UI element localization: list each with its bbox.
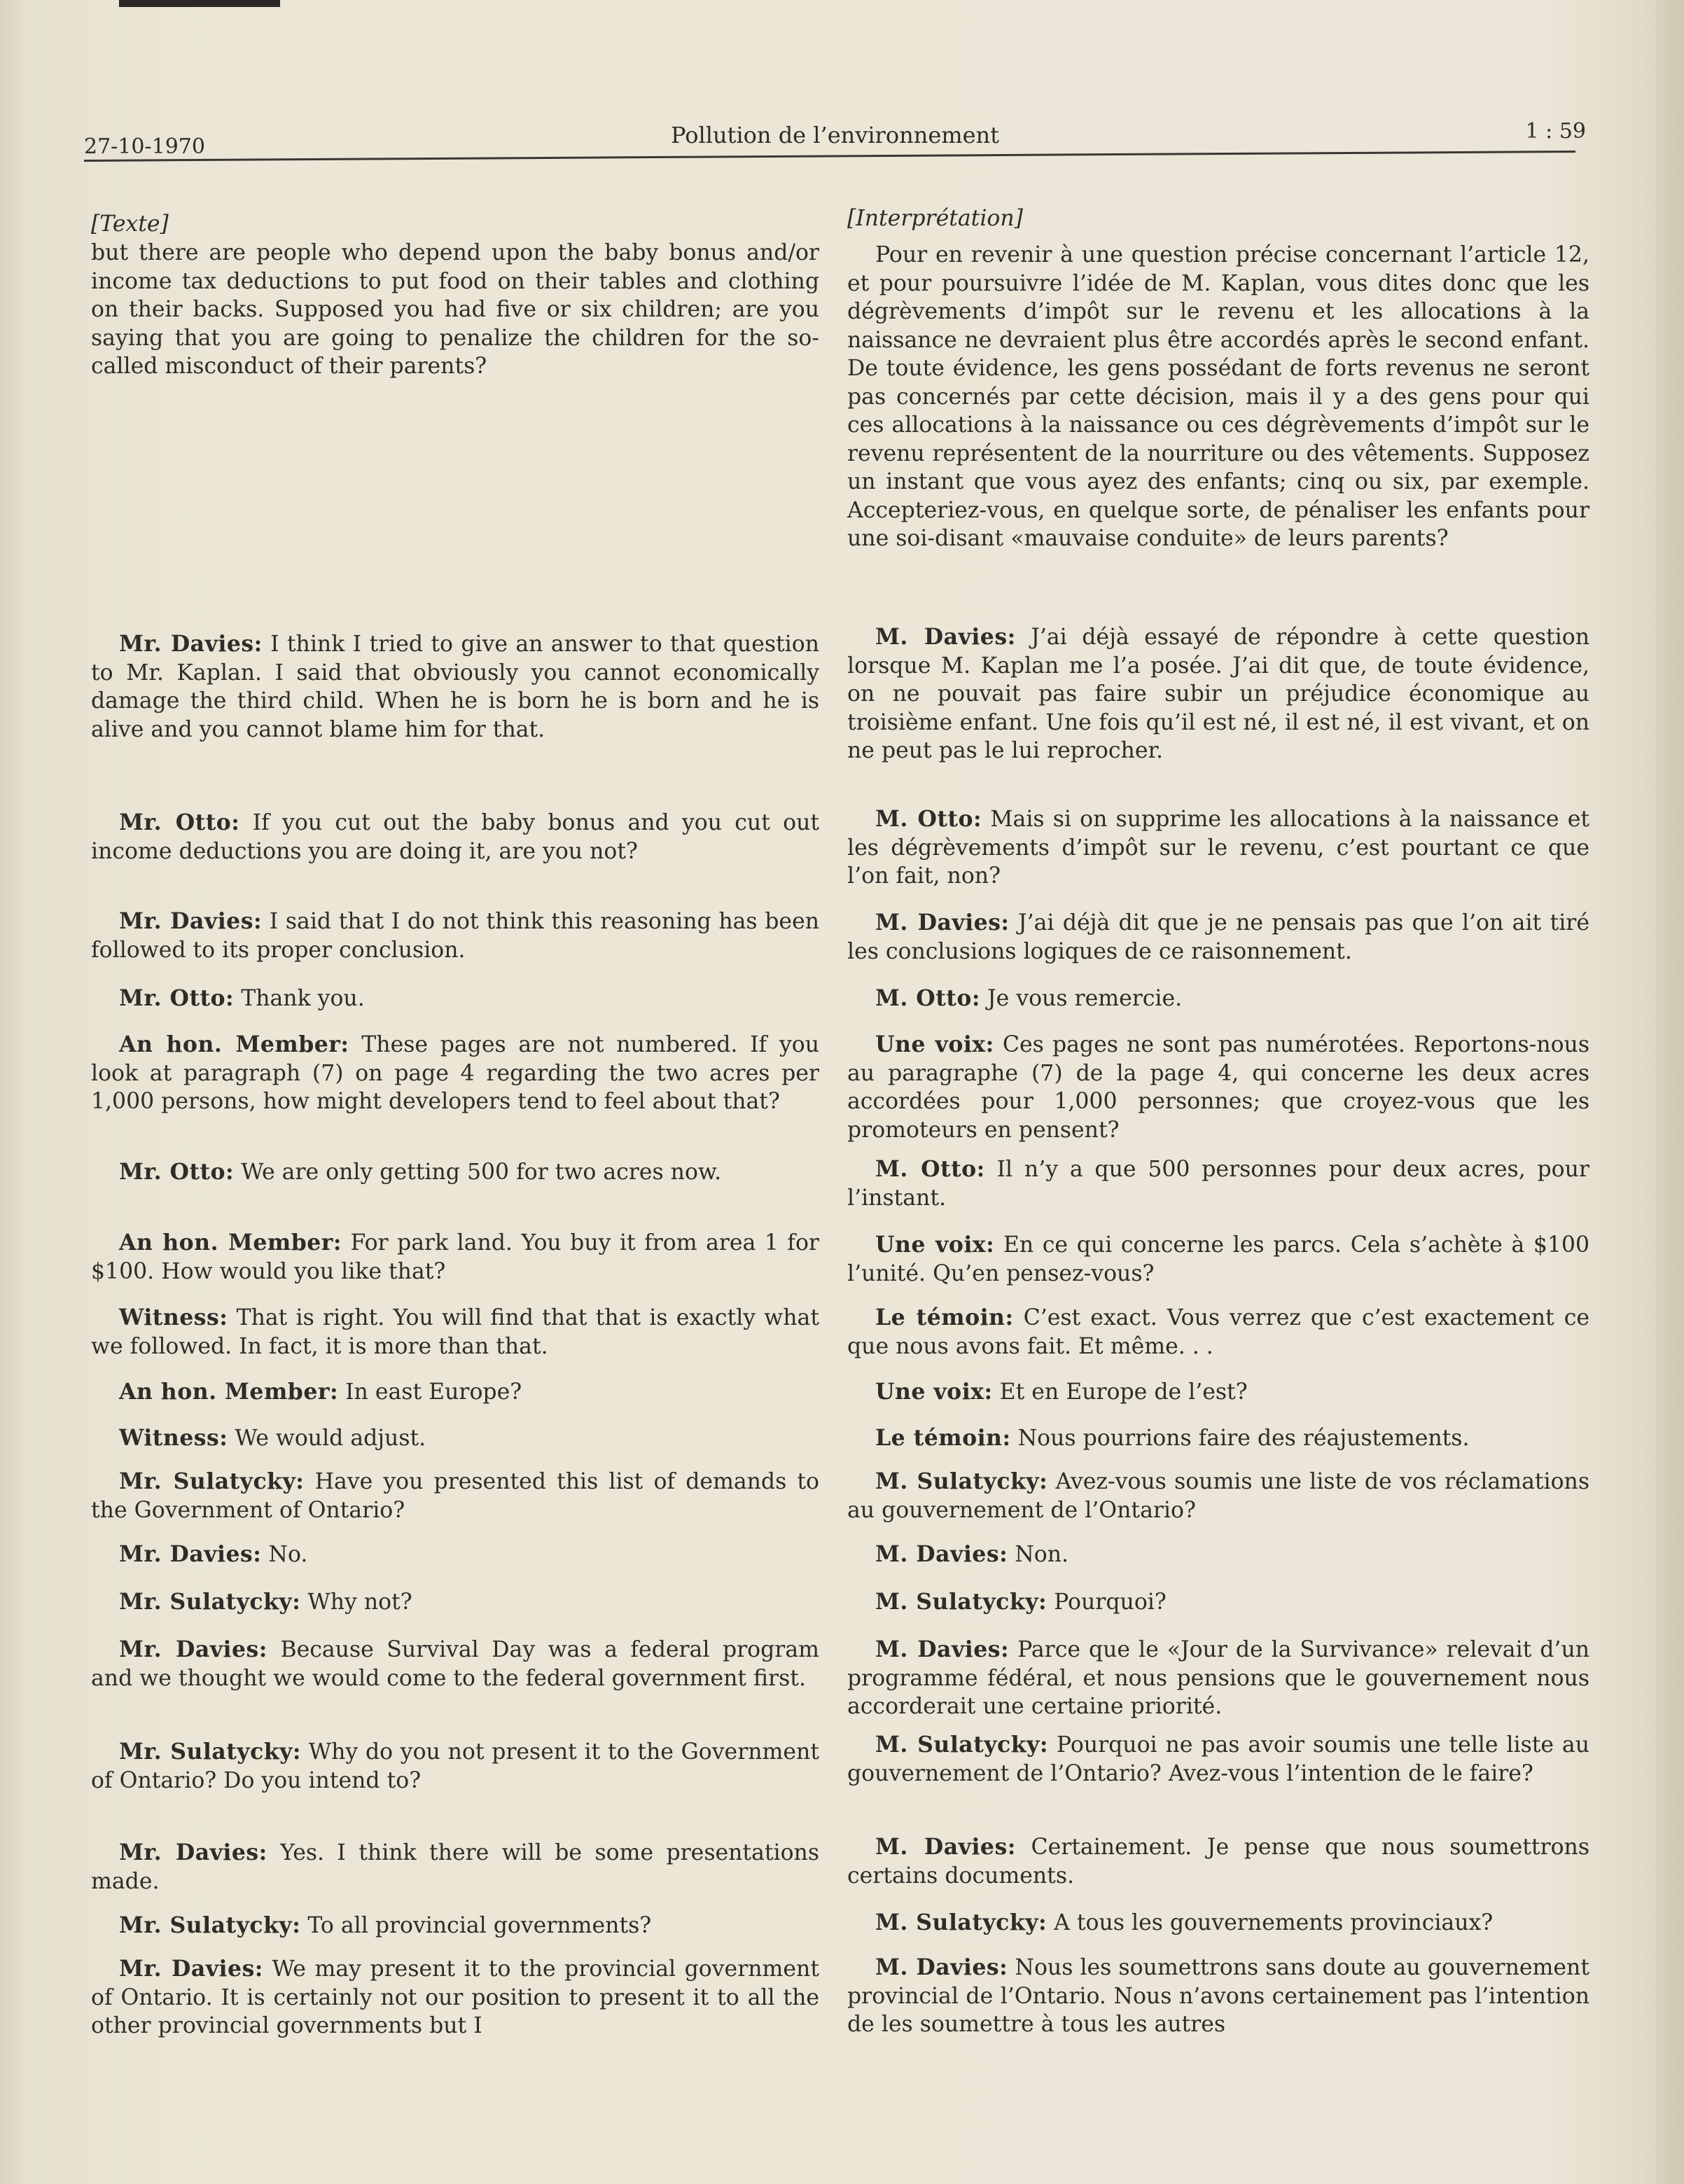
paragraph: M. Sulatycky: Pourquoi ne pas avoir soumis une telle liste au gouvernement de l’Ontario? Avez-vous l’intention de le faire? xyxy=(847,1732,1589,1786)
paragraph: An hon. Member: These pages are not numbered. If you look at paragraph (7) on page 4 regarding the two acres per 1,000 persons, how might developers tend to feel about that? xyxy=(91,1031,819,1114)
paragraph: Witness: That is right. You will find that that is exactly what we followed. In fact, it is more than that. xyxy=(91,1305,819,1359)
speaker: Le témoin: xyxy=(875,1305,1014,1330)
speaker: Mr. Sulatycky: xyxy=(119,1589,301,1615)
paragraph: Mr. Sulatycky: Why not? xyxy=(119,1589,412,1615)
speaker: M. Otto: xyxy=(875,985,980,1011)
paragraph: M. Otto: Il n’y a que 500 personnes pour deux acres, pour l’instant. xyxy=(847,1156,1589,1211)
scan-edge-mark xyxy=(119,0,280,7)
paragraph: M. Davies: Non. xyxy=(875,1541,1069,1567)
speaker: M. Davies: xyxy=(875,1834,1016,1860)
speaker: Mr. Otto: xyxy=(119,985,235,1011)
speaker: Mr. Davies: xyxy=(119,1636,267,1662)
speaker: Une voix: xyxy=(875,1379,993,1405)
speaker: Mr. Sulatycky: xyxy=(119,1739,302,1765)
paragraph: M. Sulatycky: Avez-vous soumis une liste de vos réclamations au gouvernement de l’Ontario? xyxy=(847,1468,1590,1523)
header-page-number: 1 : 59 xyxy=(1525,119,1586,144)
paragraph: M. Davies: Certainement. Je pense que nous soumettrons certains documents. xyxy=(847,1834,1590,1889)
speaker: Mr. Otto: xyxy=(119,1159,235,1185)
speaker: M. Otto: xyxy=(875,806,982,832)
speaker: Witness: xyxy=(119,1425,228,1451)
speaker: Mr. Sulatycky: xyxy=(119,1912,301,1938)
paragraph: Pour en revenir à une question précise concernant l’article 12, et pour poursuivre l’idée de M. Kaplan, vous dites donc que les dégrèvements d’impôt sur le revenu et les allocations à la naissance ne devraient plus être accordés après le second enfant. De toute évidence, les gens possédant de forts revenus ne seront pas concernés par cette décision, mais il y a des gens pour qui ces allocations à la naissance ou ces dégrèvements d’impôt sur le revenu représentent de la nourriture ou des vêtements. Supposez un instant que vous ayez des enfants; cinq ou six, par exemple. Accepteriez-vous, en quelque sorte, de pénaliser les enfants pour une soi-disant «mauvaise conduite» de leurs parents? xyxy=(847,242,1589,551)
speaker: Mr. Sulatycky: xyxy=(119,1468,305,1494)
speaker: M. Sulatycky: xyxy=(875,1910,1048,1935)
speaker: Mr. Davies: xyxy=(119,631,263,657)
speaker: An hon. Member: xyxy=(119,1379,339,1405)
speaker: An hon. Member: xyxy=(119,1230,342,1256)
paragraph: Mr. Davies: I think I tried to give an answer to that question to Mr. Kaplan. I said that obviously you cannot economically damage the third child. When he is born he is born and he is alive and you cannot blame him for that. xyxy=(91,631,820,742)
speaker: Mr. Davies: xyxy=(119,908,263,934)
header-date: 27-10-1970 xyxy=(84,134,205,159)
paragraph: Mr. Davies: No. xyxy=(119,1541,308,1567)
paragraph: An hon. Member: In east Europe? xyxy=(119,1379,522,1405)
paragraph: Le témoin: Nous pourrions faire des réajustements. xyxy=(875,1425,1470,1451)
paragraph: M. Davies: J’ai déjà dit que je ne pensais pas que l’on ait tiré les conclusions logiques de ce raisonnement. xyxy=(847,910,1589,964)
paragraph: Mr. Davies: Because Survival Day was a federal program and we thought we would come to the federal government first. xyxy=(91,1636,819,1691)
column-tag-texte: [Texte] xyxy=(91,211,169,237)
page-edge-shadow xyxy=(1656,0,1684,2184)
column-tag-interpretation: [Interprétation] xyxy=(847,206,1023,231)
paragraph: Une voix: En ce qui concerne les parcs. Cela s’achète à $100 l’unité. Qu’en pensez-vous? xyxy=(847,1232,1589,1286)
paragraph: Mr. Davies: Yes. I think there will be some presentations made. xyxy=(91,1839,820,1894)
speaker: M. Otto: xyxy=(875,1156,985,1182)
paragraph: Mr. Sulatycky: Have you presented this list of demands to the Government of Ontario? xyxy=(91,1468,820,1523)
paragraph: Le témoin: C’est exact. Vous verrez que c’est exactement ce que nous avons fait. Et même. . . xyxy=(847,1305,1589,1359)
speaker: Witness: xyxy=(119,1305,228,1330)
speaker: M. Sulatycky: xyxy=(875,1468,1048,1494)
paragraph: An hon. Member: For park land. You buy it from area 1 for $100. How would you like that? xyxy=(91,1230,819,1284)
speaker: Mr. Davies: xyxy=(119,1541,262,1567)
paragraph: Mr. Otto: Thank you. xyxy=(119,985,365,1011)
paragraph: M. Otto: Mais si on supprime les allocations à la naissance et les dégrèvements d’impôt sur le revenu, c’est pourtant ce que l’on fait, non? xyxy=(847,806,1589,889)
paragraph: Une voix: Et en Europe de l’est? xyxy=(875,1379,1248,1405)
speaker: M. Sulatycky: xyxy=(875,1589,1048,1615)
paragraph: but there are people who depend upon the baby bonus and/or income tax deductions to put food on their tables and clothing on their backs. Supposed you had five or six children; are you saying that you are going to penalize the children for the so-called misconduct of their parents? xyxy=(91,240,819,379)
paragraph: M. Sulatycky: Pourquoi? xyxy=(875,1589,1167,1615)
paragraph: M. Sulatycky: A tous les gouvernements provinciaux? xyxy=(875,1910,1494,1935)
speaker: Une voix: xyxy=(875,1031,994,1057)
paragraph: Mr. Sulatycky: Why do you not present it to the Government of Ontario? Do you intend to? xyxy=(91,1739,820,1793)
paragraph: Mr. Otto: If you cut out the baby bonus and you cut out income deductions you are doing it, are you not? xyxy=(91,809,820,864)
paragraph: Witness: We would adjust. xyxy=(119,1425,426,1451)
speaker: An hon. Member: xyxy=(119,1031,349,1057)
speaker: Mr. Otto: xyxy=(119,809,240,835)
speaker: M. Davies: xyxy=(875,1954,1008,1980)
paragraph: Mr. Davies: I said that I do not think this reasoning has been followed to its proper conclusion. xyxy=(91,908,820,963)
paragraph: Mr. Sulatycky: To all provincial governments? xyxy=(119,1912,652,1938)
paragraph: M. Davies: J’ai déjà essayé de répondre à cette question lorsque M. Kaplan me l’a posée. J’ai dit que, de toute évidence, on ne pouvait pas faire subir un préjudice économique au troisième enfant. Une fois qu’il est né, il est né, il est vivant, et on ne peut pas le lui reprocher. xyxy=(847,624,1590,763)
speaker: Une voix: xyxy=(875,1232,995,1258)
paragraph: M. Davies: Nous les soumettrons sans doute au gouvernement provincial de l’Ontario. Nous n’avons certainement pas l’intention de les soumettre à tous les autres xyxy=(847,1954,1589,2037)
speaker: Le témoin: xyxy=(875,1425,1011,1451)
paragraph: Mr. Otto: We are only getting 500 for two acres now. xyxy=(119,1159,722,1185)
paragraph: Mr. Davies: We may present it to the provincial government of Ontario. It is certainly not our position to present it to all the other provincial governments but I xyxy=(91,1956,819,2038)
paragraph: M. Otto: Je vous remercie. xyxy=(875,985,1183,1011)
paragraph: M. Davies: Parce que le «Jour de la Survivance» relevait d’un programme fédéral, et nous pensions que le gouvernement nous accorderait une certaine priorité. xyxy=(847,1636,1590,1719)
speaker: M. Davies: xyxy=(875,624,1016,650)
paragraph: Une voix: Ces pages ne sont pas numérotées. Reportons-nous au paragraphe (7) de la page 4, qui concerne les deux acres accordées pour 1,000 personnes; que croyez-vous que les promoteurs en pensent? xyxy=(847,1031,1589,1143)
speaker: Mr. Davies: xyxy=(119,1956,263,1982)
speaker: Mr. Davies: xyxy=(119,1839,267,1865)
speaker: M. Davies: xyxy=(875,1541,1008,1567)
header-title: Pollution de l’environnement xyxy=(670,122,1000,148)
speaker: M. Davies: xyxy=(875,1636,1010,1662)
speaker: M. Sulatycky: xyxy=(875,1732,1048,1758)
speaker: M. Davies: xyxy=(875,910,1010,935)
